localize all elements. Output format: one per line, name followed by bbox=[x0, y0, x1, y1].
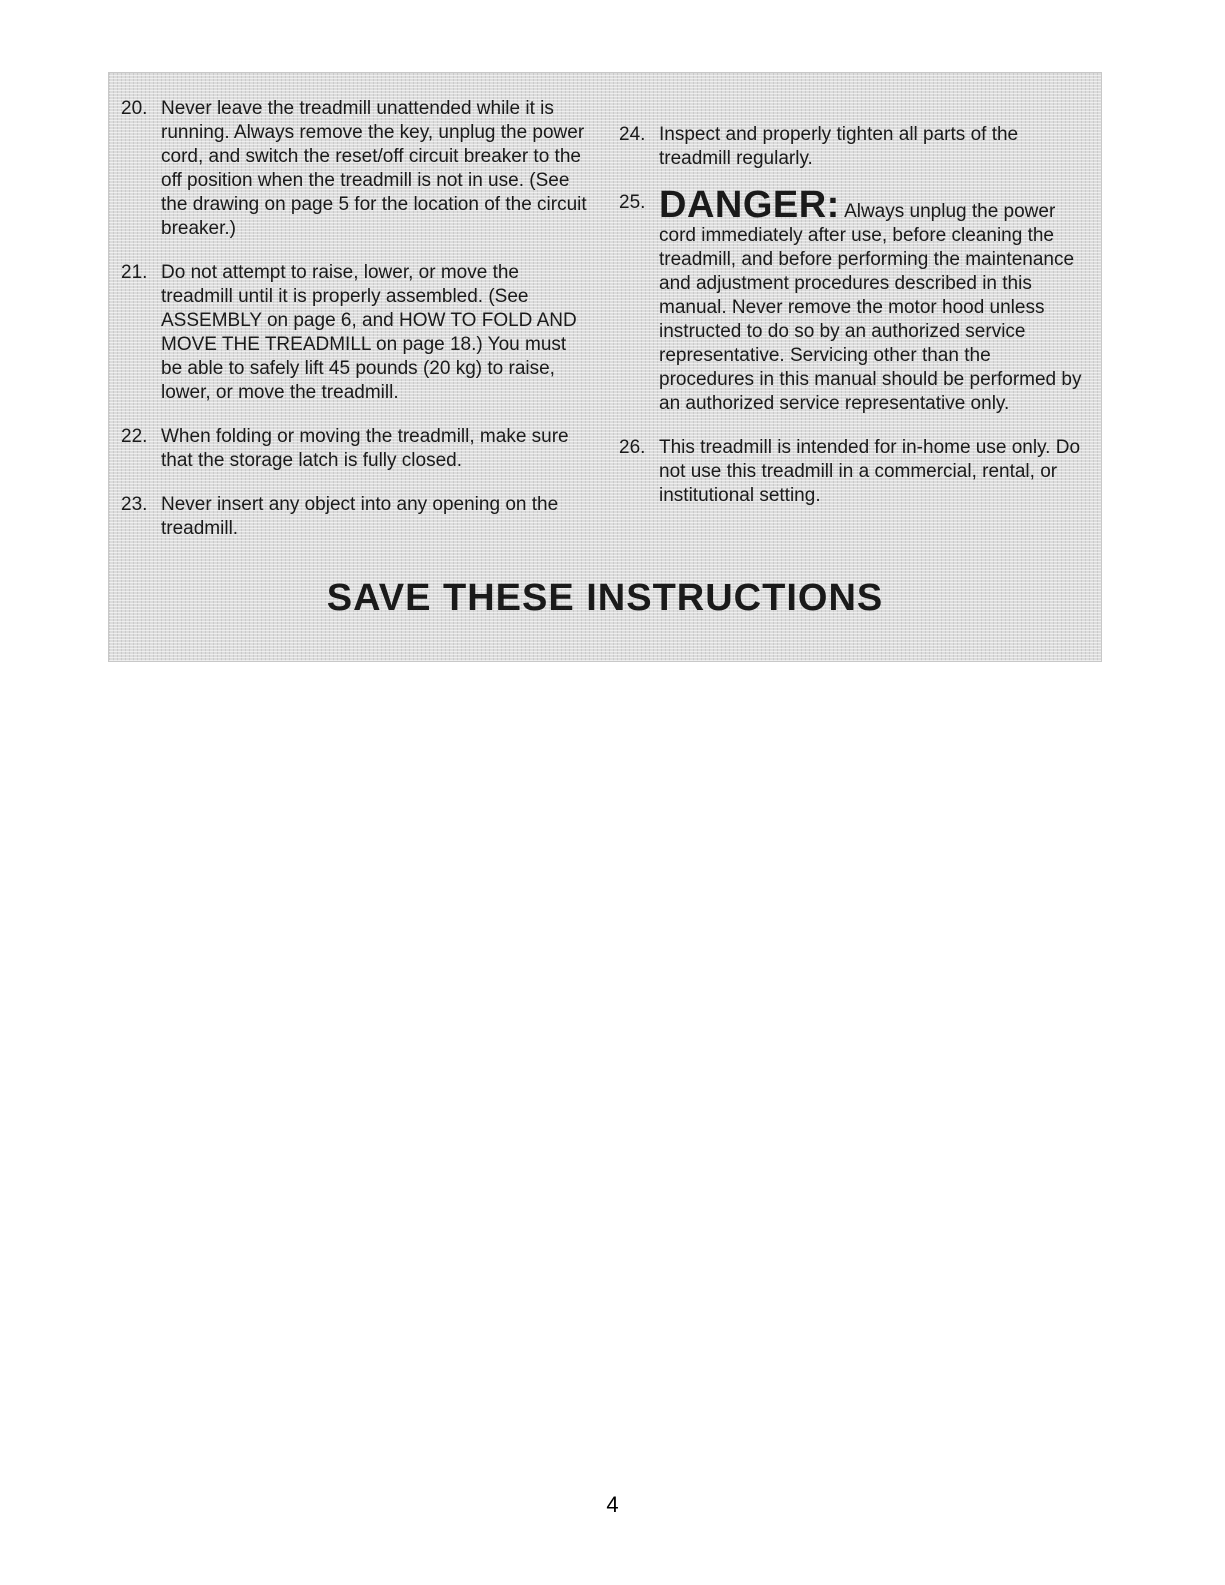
item-number: 25. bbox=[619, 192, 646, 213]
item-number: 21. bbox=[121, 262, 148, 283]
right-column bbox=[619, 123, 1089, 528]
save-instructions-heading: SAVE THESE INSTRUCTIONS bbox=[326, 577, 884, 619]
item-number: 24. bbox=[619, 124, 646, 145]
danger-label: DANGER: bbox=[659, 184, 840, 226]
item-text: When folding or moving the treadmill, make sure that the storage latch is fully closed. bbox=[161, 426, 569, 471]
item-text: Do not attempt to raise, lower, or move the treadmill until it is properly assembled. (See ASSEMBLY on page 6, and HOW TO FOLD AND MOVE THE TREADMILL on page 18.) You must be able to safely lift 45 pounds (20 kg) to raise, lower, or move the treadmill. bbox=[161, 262, 577, 403]
item-number: 22. bbox=[121, 426, 148, 447]
item-number: 23. bbox=[121, 494, 148, 515]
instruction-item-25 bbox=[619, 184, 1089, 416]
item-text: Inspect and properly tighten all parts of the treadmill regularly. bbox=[659, 124, 1019, 169]
item-text: Always unplug the power cord immediately after use, before cleaning the treadmill, and before performing the maintenance and adjustment procedures described in this manual. Never remove the motor hood unless instructed to do so by an authorized service representative. Servicing other than the procedures in this manual should be performed by an authorized service representative only. bbox=[659, 201, 1082, 414]
instruction-item-21 bbox=[121, 261, 591, 405]
item-number: 20. bbox=[121, 98, 148, 119]
item-text: This treadmill is intended for in-home use only. Do not use this treadmill in a commercial, rental, or institutional setting. bbox=[659, 437, 1081, 506]
instruction-item-23 bbox=[121, 493, 591, 541]
instruction-item-26 bbox=[619, 436, 1089, 508]
item-text: Never leave the treadmill unattended while it is running. Always remove the key, unplug the power cord, and switch the reset/off circuit breaker to the off position when the treadmill is not in use. (See the drawing on page 5 for the location of the circuit breaker.) bbox=[161, 98, 587, 239]
item-text: Never insert any object into any opening on the treadmill. bbox=[161, 494, 559, 539]
item-number: 26. bbox=[619, 437, 646, 458]
safety-instructions-panel bbox=[108, 72, 1102, 662]
instruction-item-24 bbox=[619, 123, 1089, 171]
left-column bbox=[121, 97, 591, 561]
page-number: 4 bbox=[606, 1492, 619, 1517]
instruction-item-22 bbox=[121, 425, 591, 473]
instruction-item-20 bbox=[121, 97, 591, 241]
